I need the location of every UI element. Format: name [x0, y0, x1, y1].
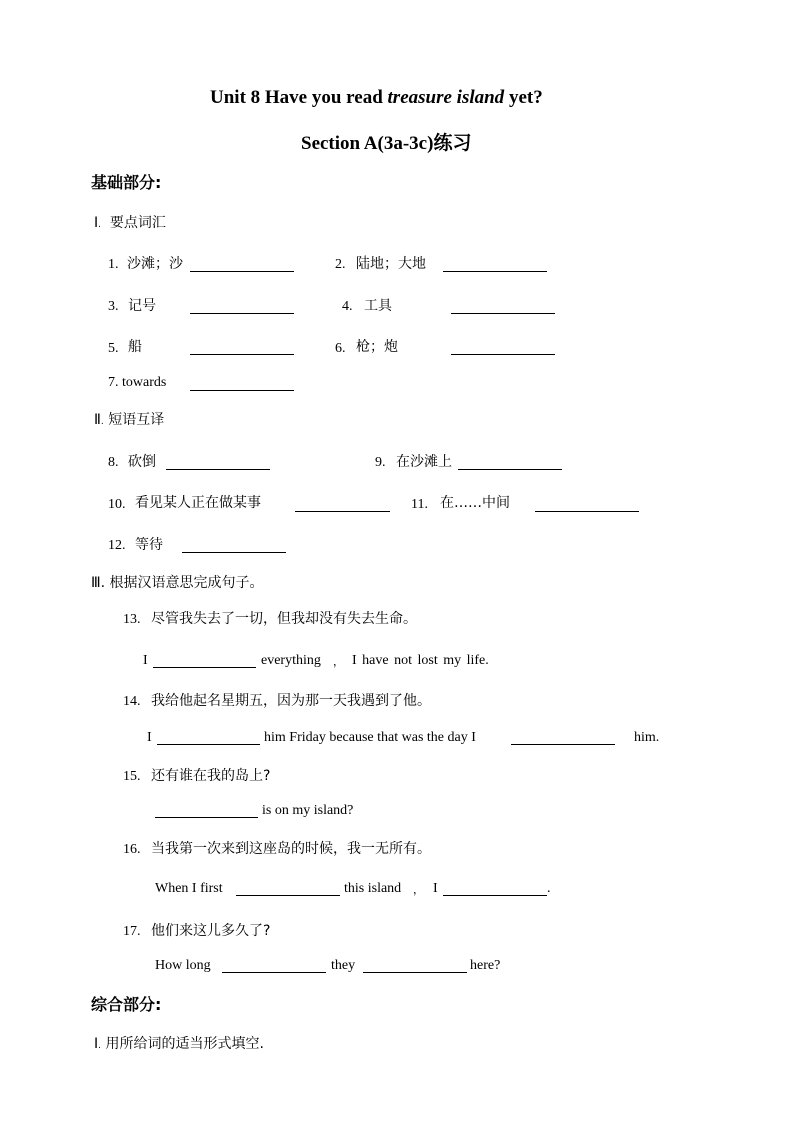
part3-header — [91, 572, 264, 592]
item-10-blank[interactable] — [295, 511, 390, 512]
item-9-num: 9. — [375, 455, 386, 470]
part3-title: . 根据汉语意思完成句子。 — [100, 575, 264, 591]
part1-header — [94, 212, 166, 232]
item-16-en-a: When I first — [155, 881, 223, 896]
part3-label: Ⅲ — [91, 575, 101, 591]
item-3-num: 3. — [108, 299, 119, 314]
item-8-num: 8. — [108, 455, 119, 470]
part1-dot: . — [98, 220, 102, 230]
part2-title: 短语互译 — [108, 412, 165, 428]
item-14-en-c: him. — [634, 730, 660, 745]
item-17-blank-2[interactable] — [363, 972, 467, 973]
item-16-en-b: this island — [344, 881, 402, 896]
part2-label: Ⅱ — [94, 412, 101, 428]
item-1-blank[interactable] — [190, 271, 294, 272]
item-11-blank[interactable] — [535, 511, 639, 512]
item-15-cn: 还有谁在我的岛上? — [151, 768, 271, 784]
part2-header — [94, 409, 164, 429]
item-14-en-a: I — [147, 730, 152, 745]
item-1-num: 1. — [108, 257, 119, 272]
item-17-en-b: they — [331, 958, 356, 973]
item-13-num: 13. — [123, 612, 141, 627]
item-11-text: 在……中间 — [440, 495, 510, 511]
item-16-blank-2[interactable] — [443, 895, 547, 896]
title-part2: yet? — [504, 87, 543, 108]
item-3-blank[interactable] — [190, 313, 294, 314]
item-14-num: 14. — [123, 694, 141, 709]
item-6-text: 枪；炮 — [356, 339, 398, 355]
comp-part1-dot: . — [98, 1041, 102, 1051]
item-7-num: 7. — [108, 375, 119, 390]
item-10-num: 10. — [108, 497, 126, 512]
item-4-text: 工具 — [364, 298, 392, 314]
item-13-cn: 尽管我失去了一切，但我却没有失去生命。 — [151, 611, 417, 627]
item-5-num: 5. — [108, 341, 119, 356]
item-16-cn: 当我第一次来到这座岛的时候，我一无所有。 — [151, 841, 431, 857]
item-16-en-e: . — [547, 881, 551, 896]
item-13-en-c: ， — [333, 656, 344, 668]
item-12-num: 12. — [108, 538, 126, 553]
item-13-en-a: I — [143, 653, 148, 668]
item-5-blank[interactable] — [190, 354, 294, 355]
item-14-en-b: him Friday because that was the day I — [264, 730, 476, 745]
item-12-blank[interactable] — [182, 552, 286, 553]
item-16-num: 16. — [123, 842, 141, 857]
item-16-en-c: ， — [413, 884, 424, 896]
item-9-text: 在沙滩上 — [396, 454, 452, 470]
page-title — [210, 87, 543, 109]
item-17-en-a: How long — [155, 958, 211, 973]
item-15-blank[interactable] — [155, 817, 258, 818]
item-17-en-c: here? — [470, 958, 501, 973]
item-9-blank[interactable] — [458, 469, 562, 470]
item-5-text: 船 — [128, 339, 142, 355]
item-16-blank-1[interactable] — [236, 895, 340, 896]
item-12-text: 等待 — [135, 537, 163, 553]
title-italic: treasure island — [387, 87, 505, 108]
part1-title: 要点词汇 — [109, 215, 166, 231]
item-14-cn: 我给他起名星期五，因为那一天我遇到了他。 — [151, 693, 431, 709]
item-13-blank[interactable] — [153, 667, 256, 668]
item-2-blank[interactable] — [443, 271, 547, 272]
item-10-text: 看见某人正在做某事 — [135, 495, 261, 511]
item-13-en-d: I have not lost my life. — [352, 653, 489, 668]
item-7-text: towards — [122, 375, 167, 390]
item-17-num: 17. — [123, 924, 141, 939]
comp-part1-header — [94, 1033, 264, 1053]
item-8-text: 砍倒 — [128, 454, 156, 470]
item-6-blank[interactable] — [451, 354, 555, 355]
item-1-text: 沙滩；沙 — [127, 256, 183, 272]
item-3-text: 记号 — [128, 298, 156, 314]
item-6-num: 6. — [335, 341, 346, 356]
section-title: Section A(3a-3c)练习 — [301, 133, 472, 154]
item-11-num: 11. — [411, 497, 428, 512]
item-7-blank[interactable] — [190, 390, 294, 391]
item-17-blank-1[interactable] — [222, 972, 326, 973]
item-16-en-d: I — [433, 881, 438, 896]
item-2-text: 陆地；大地 — [356, 256, 426, 272]
item-8-blank[interactable] — [166, 469, 270, 470]
basic-heading: 基础部分: — [91, 173, 162, 192]
item-15-num: 15. — [123, 769, 141, 784]
comprehensive-heading: 综合部分: — [91, 995, 162, 1014]
part1-label: Ⅰ — [94, 215, 99, 231]
item-4-blank[interactable] — [451, 313, 555, 314]
item-13-en-b: everything — [261, 653, 321, 668]
part2-dot: . — [100, 417, 104, 427]
title-part1: Unit 8 Have you read — [210, 87, 388, 108]
item-14-blank-1[interactable] — [157, 744, 260, 745]
item-2-num: 2. — [335, 257, 346, 272]
item-17-cn: 他们来这儿多久了? — [151, 923, 271, 939]
item-15-en-a: is on my island? — [262, 803, 354, 818]
comp-part1-label: Ⅰ — [94, 1036, 99, 1052]
item-14-blank-2[interactable] — [511, 744, 615, 745]
comp-part1-title: 用所给词的适当形式填空. — [105, 1036, 264, 1052]
item-7 — [108, 375, 166, 391]
item-4-num: 4. — [342, 299, 353, 314]
